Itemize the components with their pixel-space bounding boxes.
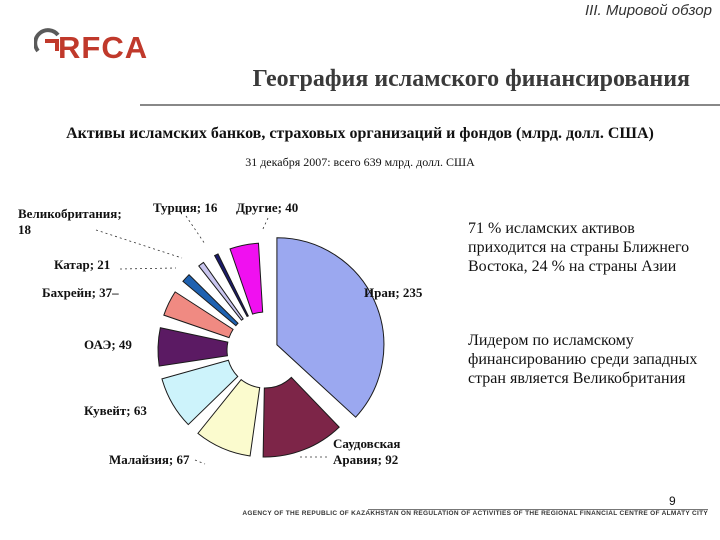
slice-label: Кувейт; 63 [84,403,147,418]
side-note-regions: 71 % исламских активов приходится на страны Ближнего Востока, 24 % на страны Азии [468,220,690,275]
slice-label: Бахрейн; 37– [42,285,119,300]
slice-label: Другие; 40 [236,200,299,215]
footer-agency-text: AGENCY OF THE REPUBLIC OF KAZAKHSTAN ON REGULATION OF ACTIVITIES OF THE REGIONAL FINANCIAL CENTRE OF ALMATY CITY [242,510,708,517]
slice-label: Катар; 21 [54,257,111,272]
slice-leader-line [195,460,205,464]
slice-leader-line [186,216,205,244]
section-label: III. Мировой обзор [585,2,712,19]
slice-label: Турция; 16 [153,200,218,215]
chart-title: Активы исламских банков, страховых организаций и фондов (млрд. долл. США) [66,125,654,142]
slice-label: Саудовская Аравия; 92 [333,436,401,467]
slice-label: Малайзия; 67 [109,452,190,467]
slice-label: Иран; 235 [364,285,423,300]
page-number: 9 [669,494,676,508]
slice-leader-line [96,230,182,258]
side-note-leader: Лидером по исламскому финансированию среди западных стран является Великобритания [468,332,698,387]
chart-subtitle: 31 декабря 2007: всего 639 млрд. долл. США [245,155,475,169]
slice-leader-line [120,268,176,269]
slice-label: ОАЭ; 49 [84,337,132,352]
pie-slice [230,243,263,314]
slice-leader-line [262,218,268,231]
slice-label: Великобритания; 18 [18,206,122,237]
logo-text: RFCA [58,30,149,65]
page-title: География исламского финансирования [252,66,690,92]
